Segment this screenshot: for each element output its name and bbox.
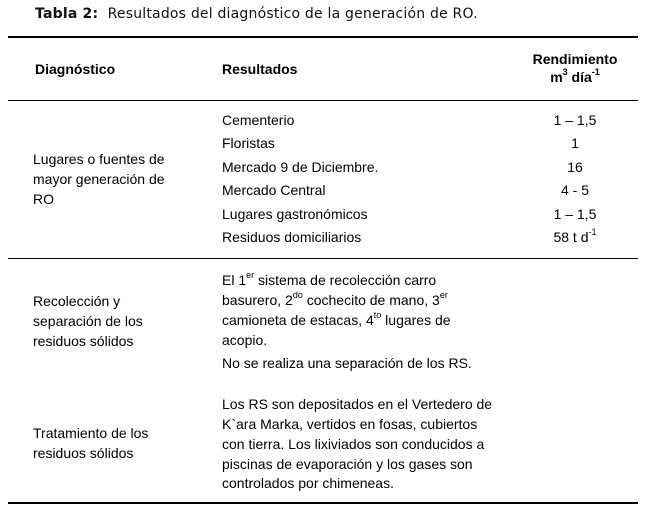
value-mercado-central: 4 - 5	[560, 182, 589, 198]
section3-text-line4: piscinas de evaporación y los gases son	[222, 456, 473, 472]
section3-text-line1: Los RS son depositados en el Vertedero de	[222, 396, 493, 412]
value-floristas: 1	[571, 135, 579, 151]
section2-label-line2: separación de los	[33, 313, 143, 329]
place-gastronomicos: Lugares gastronómicos	[222, 206, 368, 222]
place-mercado-9: Mercado 9 de Diciembre.	[222, 159, 379, 175]
header-rule	[8, 100, 638, 101]
header-resultados: Resultados	[222, 61, 298, 77]
table-caption	[35, 6, 478, 22]
section1-label-line2: mayor generación de	[33, 171, 165, 187]
header-diagnostico: Diagnóstico	[35, 61, 116, 77]
value-gastronomicos: 1 – 1,5	[553, 206, 597, 222]
caption-label: Tabla 2:	[35, 6, 99, 22]
section3-text-line3: con tierra. Los lixiviados son conducidos a	[222, 436, 485, 452]
place-domiciliarios: Residuos domiciliarios	[222, 229, 362, 245]
section2-text-line1: El 1er sistema de recolección carro	[222, 270, 437, 288]
section2-text-line2: basurero, $2^{do}$ cochecito de mano, 3er	[222, 290, 448, 308]
place-mercado-central: Mercado Central	[222, 182, 326, 198]
value-cementerio: 1 – 1,5	[553, 112, 597, 128]
section3-label-line2: residuos sólidos	[33, 445, 134, 461]
header-units: $m^3$ día$^{-1}$	[550, 67, 600, 85]
section3-label-line1: Tratamiento de los	[33, 425, 149, 441]
section1-rule	[8, 258, 638, 259]
place-floristas: Floristas	[222, 135, 275, 151]
place-cementerio: Cementerio	[222, 112, 295, 128]
section3-text-line2: K`ara Marka, vertidos en fosas, cubiertos	[222, 416, 478, 432]
section1-label-line1: Lugares o fuentes de	[33, 151, 165, 167]
section2-text-line3: camioneta de estacas, $4^{to}$ lugares de	[222, 310, 451, 328]
caption-text: Resultados del diagnóstico de la generación de RO.	[107, 6, 478, 22]
section2-text-line5: No se realiza una separación de los RS.	[222, 355, 472, 371]
bottom-rule	[8, 502, 638, 504]
section2-label-line1: Recolección y	[33, 293, 121, 309]
section3-text-line5: controlados por chimeneas.	[222, 475, 394, 491]
section2-text-line4: acopio.	[222, 332, 268, 348]
section1-label-line3: RO	[33, 191, 54, 207]
value-domiciliarios: 58 t $d^{-1}$	[553, 227, 597, 245]
section2-label-line3: residuos sólidos	[33, 333, 134, 349]
header-rendimiento: Rendimiento	[532, 51, 618, 67]
top-rule	[8, 36, 638, 38]
value-mercado-9: 16	[567, 159, 583, 175]
